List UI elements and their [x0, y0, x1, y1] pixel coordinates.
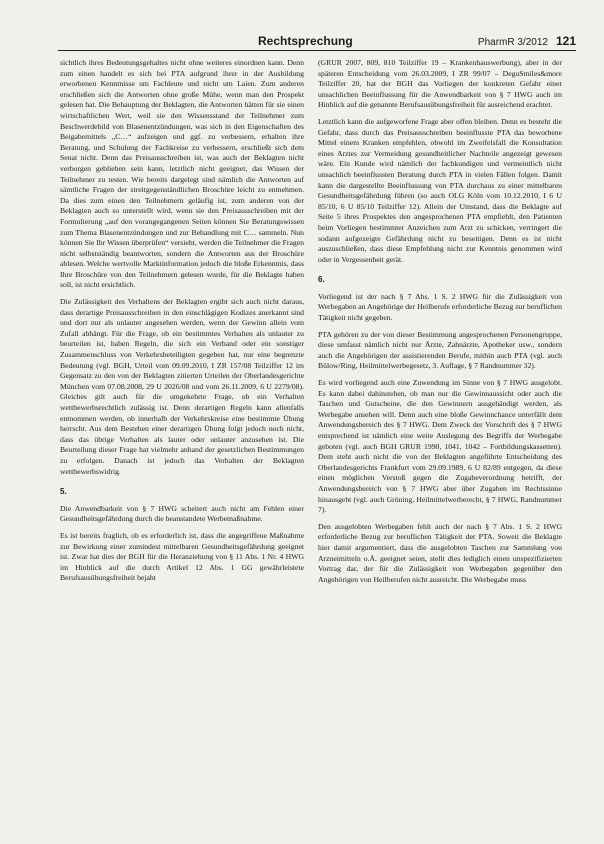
page-number: 121	[555, 34, 576, 48]
section-title: Rechtsprechung	[258, 34, 353, 48]
right-paragraph-5: Es wird vorliegend auch eine Zuwendung im Sinne von § 7 HWG ausgelobt. Es kann dabei dahinstehen, ob man nur die Gewinnaussicht oder auch die Taschen und Gutscheine, die den Gewinnern ausgehändigt werden, als Werbegabe ansehen will. Denn auch eine bloße Gewinnchance unterfällt dem Anwendungsbereich des § 7 HWG. Dem Zweck der Vorschrift des § 7 HWG entsprechend ist nämlich eine weite Auslegung des Begriffs der Werbegabe geboten (vgl. auch BGH GRUR 1990, 1041, 1042 – Fortbildungskassetten). Dem steht auch nicht die von der Beklagten angeführte Entscheidung des Oberlandesgerichts Frankfurt vom 29.09.1989, 6 U 82/89 entgegen, da diese einen möglichen Verstoß gegen die Zugabeverordnung betrifft, der Anwendungsbereich von § 7 HWG aber über Zugaben im Rechtssinne hinausgeht (vgl. auch Gröning, Heilmittelwerberecht, § 7 HWG, Randnummer 7).	[318, 378, 562, 515]
left-paragraph-2: Die Zulässigkeit des Verhaltens der Beklagten ergibt sich auch nicht daraus, dass derartige Preisausschreiben in den einschlägigen Kodizes anerkannt sind und dort nur als unlauter angesehen werden, wenn der Gewinn allein vom Zufall abhängt. Für die Frage, ob ein bestimmtes Verhalten als unlauter zu beurteilen ist, haben Regeln, die sich ein Verband oder ein sonstiger Zusammenschluss von Verkehrsbeteiligten gegeben hat, nur eine begrenzte Bedeutung (vgl. BGH, Urteil vom 09.09.2010, I ZR 157/08 Teilziffer 12 im Gegensatz zu den von der Beklagten zitierten Urteilen der Oberlandesgerichte München vom 07.08.2008, 29 U 2026/08 und vom 26.11.2009, 6 U 2279/08). Gleiches gilt auch für die umgekehrte Frage, ob ein Verhalten wettbewerbsrechtlich zulässig ist. Denn derartigen Regeln kann allenfalls entnommen werden, ob innerhalb der Verkehrskreise eine bestimmte Übung herrscht. Aus dem Bestehen einer derartigen Übung folgt jedoch noch nicht, dass das übrige Verhalten als lauter oder unlauter anzusehen ist. Die Beurteilung dieser Frage hat vielmehr anhand der gesetzlichen Bestimmungen zu erfolgen. Danach ist jedoch das Verhalten der Beklagten wettbewerbswidrig.	[60, 297, 304, 476]
journal-issue: PharmR 3/2012	[477, 37, 548, 48]
right-paragraph-2: Letztlich kann die aufgeworfene Frage aber offen bleiben. Denn es besteht die Gefahr, dass durch das Preisausschreiben beeinflusste PTA das beworbene Mittel einem Kranken empfehlen, obwohl im Zweifelsfall die Konsultation eines Arztes zur Vermeidung gesundheitlicher Nachteile angezeigt gewesen wäre. Ein Kunde wird nämlich der fachkundigen und vermeintlich nicht unsachlich beeinflussten Beratung durch PTA in vielen Fällen folgen. Damit kann die dargestellte Beeinflussung von PTA durchaus zu einer mittelbaren Gesundheitsgefährdung führen (so auch OLG Köln vom 10.12.2010, I 6 U 85/10, 6 U 85/10 Teilziffer 12). Allein der Umstand, dass die Beklagte auf Seite 5 ihres Prospektes den angesprochenen PTA empfiehlt, den Patienten beim Vorliegen bestimmter Anzeichen zum Arzt zu schicken, verringert die sodann aufgezeigte Gefährdung nicht zu beseitigen. Denn es ist nicht auszuschließen, dass diese Empfehlung nicht zur Kenntnis genommen wird oder in Vergessenheit gerät.	[318, 116, 562, 264]
left-section-heading: 5.	[60, 487, 67, 497]
right-paragraph-4: PTA gehören zu der von dieser Bestimmung angesprochenen Personengruppe, diese umfasst nämlich nicht nur Ärzte, Zahnärzte, Apotheker usw., sondern auch die Angehörigen der assistierenden Berufe, mithin auch PTA (vgl. auch Bülow/Ring, Heilmittelwerbegesetz, 3. Auflage, § 7 Randnummer 32).	[318, 329, 562, 371]
right-paragraph-1: (GRUR 2007, 809, 810 Teilziffer 19 – Krankenhauswerbung), aber in der späteren Entscheidung vom 26.03.2009, I ZR 99/07 – DeguSmiles&more Teilziffer 20, hat der BGH das Vorliegen der konkreten Gefahr einer unsachlichen Beeinflussung für die Anwendbarkeit von § 7 HWG auch im Hinblick auf die genannte Berufsausübungsfreiheit für ausreichend erachtet.	[318, 58, 562, 110]
left-paragraph-3: Die Anwendbarkeit von § 7 HWG scheitert auch nicht am Fehlen einer Gesundheitsgefährdung durch die beanstandete Werbemaßnahme.	[60, 503, 304, 524]
left-column	[60, 58, 304, 590]
page-header	[58, 30, 576, 52]
right-column	[318, 58, 562, 591]
journal-reference	[478, 34, 576, 48]
left-paragraph-4: Es ist bereits fraglich, ob es erforderlich ist, dass die angegriffene Maßnahme zur Bewirkung einer zumindest mittelbaren Gesundheitsgefährdung geeignet ist. Zwar hat dies der BGH für die Heranziehung von § 11 Abs. 1 Nr. 4 HWG im Hinblick auf die durch Artikel 12 Abs. 1 GG gewährleistete Berufsausübungsfreiheit bejaht	[60, 530, 304, 583]
right-paragraph-3: Vorliegend ist der nach § 7 Abs. 1 S. 2 HWG für die Zulässigkeit von Werbegaben an Angehörige der Heilberufe erforderliche Bezug zur beruflichen Tätigkeit nicht gegeben.	[318, 291, 562, 323]
left-paragraph-1: sichtlich ihres Bedeutungsgehaltes nicht ohne weiteres einordnen kann. Denn zum einen handelt es sich bei PTA aufgrund ihrer in der Ausbildung erworbenen Kenntnisse um Fachleute und nicht um Laien. Zum anderen erschließen sich die Antworten ohne große Mühe, wenn man den Prospekt gelesen hat. Die Behauptung der Beklagten, die Antworten hätten für sie einen wirtschaftlichen Wert, weil sie den Wissensstand der Teilnehmer zum Beschwerdebild von Blasenentzündungen, was sich in den Eigenschaften des Beigabemittels „C…“ aufzeigen und ggf. zu verbessern, erhalten ihre Beratung, und Schulung der Fachkreise zu verbessern, erschließt sich dem Senat nicht. Denn das Preisausschreiben ist, was auch der Beklagten nicht verborgen geblieben sein kann, letztlich nicht geeignet, das Wissen der Teilnehmer zu testen. Wie bereits dargelegt sind nämlich die Antworten auf sämtliche Fragen der streitgegenständlichen Broschüre leicht zu entnehmen. Da dies zum einen den Teilnehmern geläufig ist, zum anderen von der Beklagten auch so unterstellt wird, wenn sie den Preisausschreiben mit der Formulierung „auf den vorangegangenen Seiten können Sie Beratungswissen zum Thema Blasenentzündungen und zur Behandlung mit C… sammeln. Nun können Sie Ihr Wissen überprüfen“ versieht, werden die Teilnehmer die Fragen nicht selbstständig beantworten, sondern die Antworten aus der Broschüre ablesen. Welche wertvolle Marktinformation jedoch die bloße Erkenntnis, dass Ihre Broschüre von den Teilnehmern gelesen wurde, für die Beklagte haben soll, ist nicht ersichtlich.	[60, 58, 304, 290]
right-section-heading: 6.	[318, 275, 325, 285]
right-paragraph-6: Den ausgelobten Werbegaben fehlt auch der nach § 7 Abs. 1 S. 2 HWG erforderliche Bezug zur beruflichen Tätigkeit der PTA. Soweit die Beklagte hier damit argumentiert, dass die ausgelobten Taschen zur Sammlung von Arzneimitteln o.Ä. geeignet seien, stellt dies lediglich einen unspezifizierten Vortrag dar, der für die Zulässigkeit von Werbegaben gegenüber den Angehörigen von Heilberufen nicht ausreicht. Die Werbegabe muss	[318, 521, 562, 584]
header-rule	[58, 50, 576, 51]
